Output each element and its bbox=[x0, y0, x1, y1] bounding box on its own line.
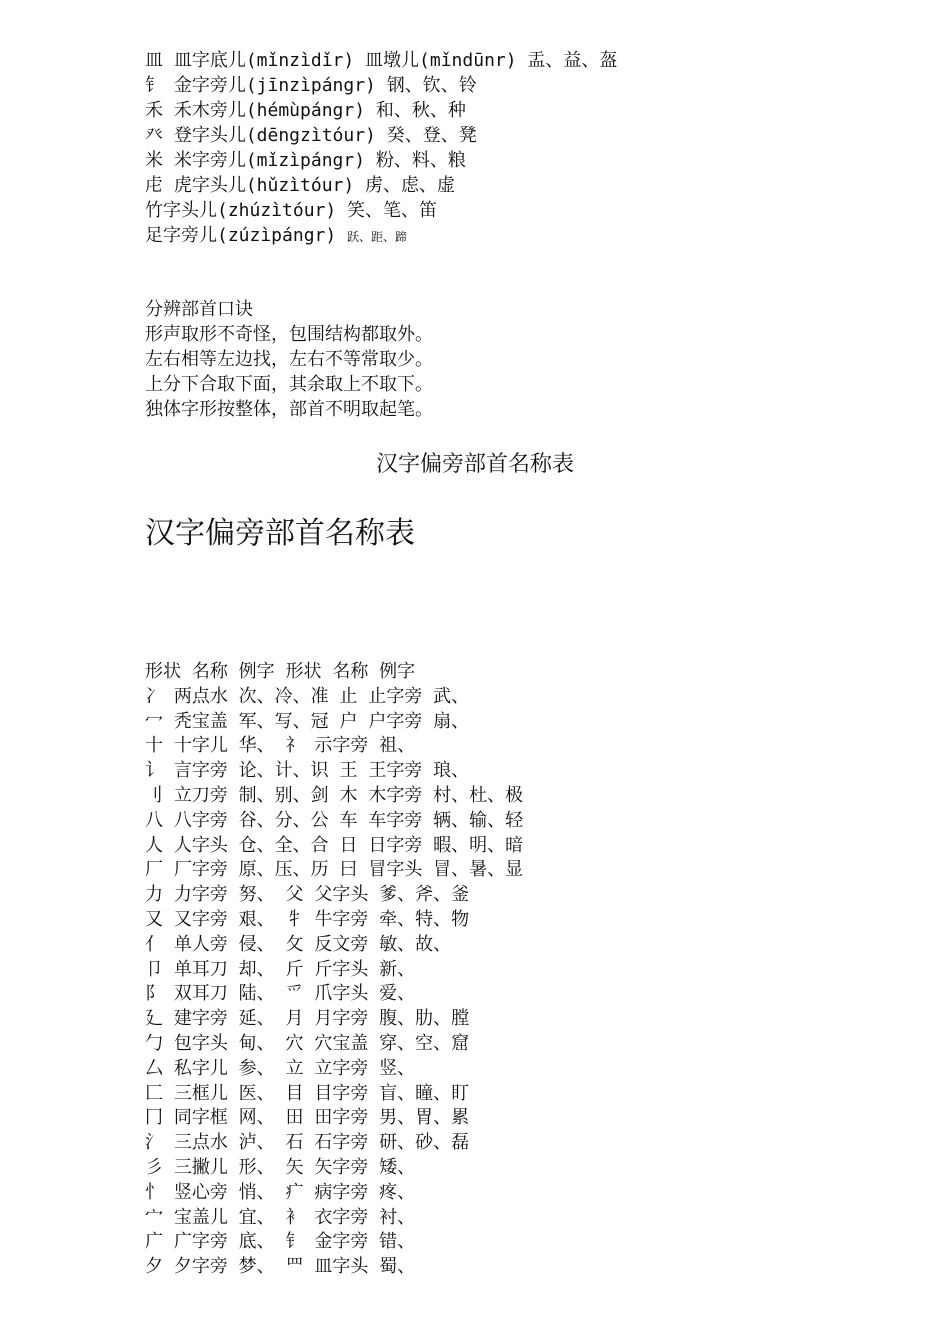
list-item: 足字旁儿(zúzìpángr) 跃、距、蹄 bbox=[145, 225, 408, 246]
table-row: 阝 双耳刀 陆、 爫 爪字头 爱、 bbox=[145, 983, 416, 1005]
mnemonic-line: 形声取形不奇怪，包围结构都取外。 bbox=[145, 324, 433, 345]
table-row: 忄 竖心旁 悄、 疒 病字旁 疼、 bbox=[145, 1181, 416, 1203]
list-item: 禾 禾木旁儿(hémùpángr) 和、秋、种 bbox=[145, 100, 466, 121]
table-row: 廴 建字旁 延、 月 月字旁 腹、肋、膛 bbox=[145, 1008, 470, 1030]
table-row: 八 八字旁 谷、分、公 车 车字旁 辆、输、轻 bbox=[145, 809, 524, 831]
small-examples: 跃、距、蹄 bbox=[347, 230, 408, 244]
table-row: 广 广字旁 底、 钅 金字旁 错、 bbox=[145, 1231, 416, 1253]
radical-table bbox=[145, 660, 523, 1280]
table-row: 厶 私字儿 参、 立 立字旁 竖、 bbox=[145, 1057, 416, 1079]
table-row: 厂 厂字旁 原、压、历 曰 冒字头 冒、暑、显 bbox=[145, 859, 524, 881]
table-row: 刂 立刀旁 制、别、剑 木 木字旁 村、杜、极 bbox=[145, 784, 524, 806]
mnemonic-line: 上分下合取下面，其余取上不取下。 bbox=[145, 374, 433, 395]
table-row: 冂 同字框 网、 田 田字旁 男、胃、累 bbox=[145, 1107, 470, 1129]
list-item: 虍 虎字头儿(hǔzìtóur) 虏、虑、虚 bbox=[145, 175, 456, 196]
section-title-centered: 汉字偏旁部首名称表 bbox=[375, 452, 574, 477]
list-item: 癶 登字头儿(dēngzìtóur) 癸、登、凳 bbox=[145, 125, 477, 146]
table-row: 冖 秃宝盖 军、写、冠 户 户字旁 扇、 bbox=[145, 710, 470, 732]
list-item: 皿 皿字底儿(mǐnzìdǐr) 皿墩儿(mǐndūnr) 盂、益、盔 bbox=[145, 50, 618, 71]
table-row: 勹 包字头 甸、 穴 穴宝盖 穿、空、窟 bbox=[145, 1032, 470, 1054]
mnemonic-heading: 分辨部首口诀 bbox=[145, 299, 253, 320]
list-item: 钅 金字旁儿(jīnzìpángr) 钢、钦、铃 bbox=[145, 75, 477, 96]
table-row: 冫 两点水 次、冷、准 止 止字旁 武、 bbox=[145, 685, 470, 707]
table-row: 夕 夕字旁 梦、 罒 皿字头 蜀、 bbox=[145, 1256, 416, 1278]
table-row: 十 十字儿 华、 礻 示字旁 祖、 bbox=[145, 735, 416, 757]
table-row: 力 力字旁 努、 父 父字头 爹、斧、釜 bbox=[145, 884, 470, 906]
mnemonic-line: 独体字形按整体，部首不明取起笔。 bbox=[145, 399, 433, 420]
table-row: 彡 三撇儿 形、 矢 矢字旁 矮、 bbox=[145, 1156, 416, 1178]
table-row: 讠 言字旁 论、计、识 王 王字旁 琅、 bbox=[145, 760, 470, 782]
table-row: 宀 宝盖儿 宜、 衤 衣字旁 衬、 bbox=[145, 1206, 416, 1228]
table-row: 卩 单耳刀 却、 斤 斤字头 新、 bbox=[145, 958, 416, 980]
table-row: 氵 三点水 泸、 石 石字旁 研、砂、磊 bbox=[145, 1132, 470, 1154]
list-item: 竹字头儿(zhúzìtóur) 笑、笔、笛 bbox=[145, 200, 438, 221]
page-title: 汉字偏旁部首名称表 bbox=[145, 516, 415, 551]
mnemonic-line: 左右相等左边找，左右不等常取少。 bbox=[145, 349, 433, 370]
table-row: 又 又字旁 艰、 牜 牛字旁 牵、特、物 bbox=[145, 908, 470, 930]
list-item: 米 米字旁儿(mǐzìpángr) 粉、料、粮 bbox=[145, 150, 466, 171]
table-row: 匚 三框儿 医、 目 目字旁 盲、瞳、盯 bbox=[145, 1082, 470, 1104]
radical-list-top bbox=[145, 48, 617, 248]
radical-mnemonic bbox=[145, 297, 433, 422]
table-row: 亻 单人旁 侵、 攵 反文旁 敏、故、 bbox=[145, 933, 452, 955]
table-header-row: 形状 名称 例字 形状 名称 例字 bbox=[145, 661, 416, 682]
table-row: 人 人字头 仓、全、合 日 日字旁 暇、明、暗 bbox=[145, 834, 524, 856]
